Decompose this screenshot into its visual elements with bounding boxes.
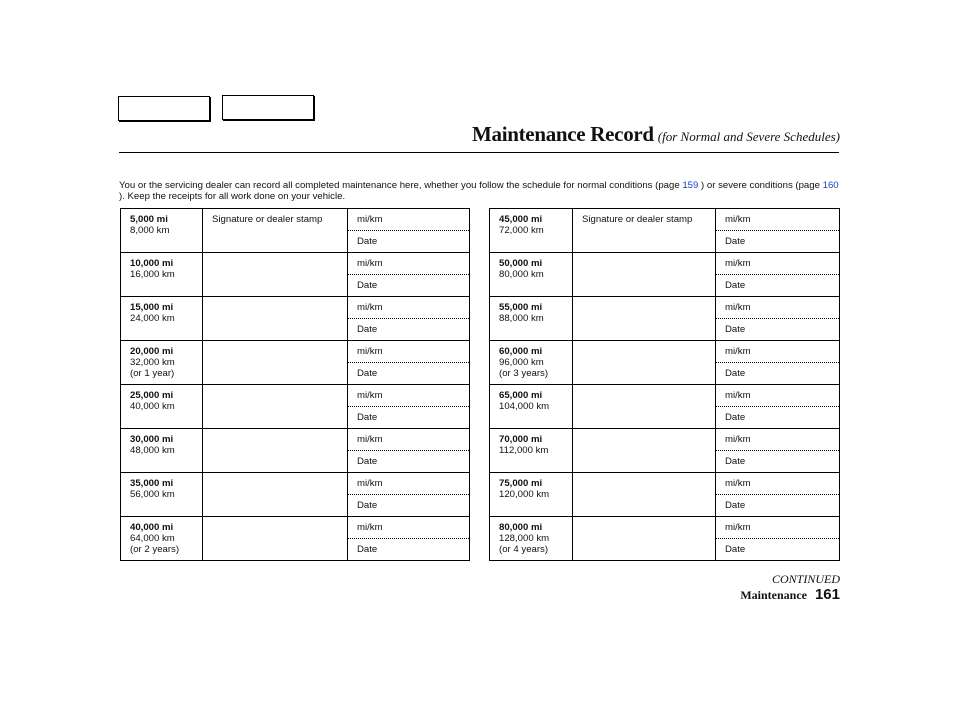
mileage-cell bbox=[121, 341, 203, 385]
record-table-right bbox=[489, 208, 840, 561]
record-row bbox=[490, 473, 840, 495]
signature-cell[interactable] bbox=[573, 517, 716, 561]
mileage-cell bbox=[121, 385, 203, 429]
signature-cell[interactable] bbox=[203, 297, 348, 341]
mileage-cell bbox=[490, 517, 573, 561]
section-name: Maintenance bbox=[740, 588, 807, 602]
date-cell[interactable] bbox=[348, 407, 470, 429]
signature-cell[interactable] bbox=[573, 473, 716, 517]
mileage-mi: 45,000 mi bbox=[499, 214, 543, 225]
mikm-cell[interactable] bbox=[716, 253, 840, 275]
date-label: Date bbox=[725, 236, 746, 247]
mikm-label: mi/km bbox=[357, 214, 383, 225]
mileage-km: 56,000 km bbox=[130, 489, 175, 500]
record-row bbox=[490, 209, 840, 231]
date-label: Date bbox=[725, 456, 746, 467]
date-cell[interactable] bbox=[348, 275, 470, 297]
mikm-cell[interactable] bbox=[348, 297, 470, 319]
date-cell[interactable] bbox=[716, 231, 840, 253]
mileage-km: 72,000 km bbox=[499, 225, 544, 236]
signature-cell[interactable] bbox=[203, 341, 348, 385]
mikm-cell[interactable] bbox=[348, 429, 470, 451]
page-link-severe[interactable]: 160 bbox=[822, 180, 839, 191]
record-row bbox=[121, 341, 470, 363]
mikm-label: mi/km bbox=[725, 346, 751, 357]
date-cell[interactable] bbox=[348, 363, 470, 385]
mikm-label: mi/km bbox=[725, 302, 751, 313]
mileage-km: 16,000 km bbox=[130, 269, 175, 280]
mileage-mi: 20,000 mi bbox=[130, 346, 174, 357]
mileage-cell bbox=[490, 297, 573, 341]
mileage-km: 64,000 km bbox=[130, 533, 175, 544]
date-label: Date bbox=[357, 500, 378, 511]
date-label: Date bbox=[357, 368, 378, 379]
record-row bbox=[121, 517, 470, 539]
signature-cell[interactable] bbox=[573, 341, 716, 385]
mileage-mi: 35,000 mi bbox=[130, 478, 174, 489]
date-cell[interactable] bbox=[716, 363, 840, 385]
mileage-km: 48,000 km bbox=[130, 445, 175, 456]
mikm-label: mi/km bbox=[357, 478, 383, 489]
signature-cell[interactable] bbox=[203, 517, 348, 561]
mileage-cell bbox=[121, 473, 203, 517]
mileage-km: 128,000 km bbox=[499, 533, 550, 544]
mikm-cell[interactable] bbox=[348, 209, 470, 231]
page-number: 161 bbox=[814, 586, 840, 603]
mikm-label: mi/km bbox=[357, 258, 383, 269]
mileage-km: 80,000 km bbox=[499, 269, 544, 280]
mileage-mi: 50,000 mi bbox=[499, 258, 543, 269]
record-row bbox=[121, 385, 470, 407]
date-label: Date bbox=[725, 412, 746, 423]
signature-cell[interactable] bbox=[203, 429, 348, 473]
mileage-cell bbox=[490, 209, 573, 253]
intro-text-3: ). Keep the receipts for all work done on your vehicle. bbox=[119, 191, 346, 202]
page-footer bbox=[740, 586, 840, 604]
signature-cell[interactable] bbox=[203, 209, 348, 253]
intro-paragraph bbox=[119, 180, 839, 202]
mileage-mi: 60,000 mi bbox=[499, 346, 543, 357]
mileage-mi: 5,000 mi bbox=[130, 214, 168, 225]
mileage-cell bbox=[121, 297, 203, 341]
mileage-mi: 10,000 mi bbox=[130, 258, 174, 269]
mileage-cell bbox=[121, 209, 203, 253]
mileage-interval: (or 2 years) bbox=[130, 544, 180, 555]
mileage-km: 96,000 km bbox=[499, 357, 544, 368]
mikm-cell[interactable] bbox=[348, 385, 470, 407]
signature-cell[interactable] bbox=[203, 253, 348, 297]
mileage-km: 120,000 km bbox=[499, 489, 550, 500]
record-row bbox=[121, 473, 470, 495]
mileage-mi: 30,000 mi bbox=[130, 434, 174, 445]
date-cell[interactable] bbox=[716, 275, 840, 297]
mileage-mi: 15,000 mi bbox=[130, 302, 174, 313]
date-cell[interactable] bbox=[716, 495, 840, 517]
mikm-label: mi/km bbox=[725, 478, 751, 489]
date-label: Date bbox=[357, 412, 378, 423]
mikm-cell[interactable] bbox=[716, 517, 840, 539]
date-cell[interactable] bbox=[716, 451, 840, 473]
mikm-cell[interactable] bbox=[348, 517, 470, 539]
record-row bbox=[490, 253, 840, 275]
mileage-interval: (or 3 years) bbox=[499, 368, 549, 379]
mikm-label: mi/km bbox=[725, 258, 751, 269]
mikm-cell[interactable] bbox=[348, 253, 470, 275]
date-label: Date bbox=[357, 236, 378, 247]
date-label: Date bbox=[725, 324, 746, 335]
page-title: Maintenance Record bbox=[471, 122, 654, 146]
signature-cell[interactable] bbox=[573, 297, 716, 341]
date-label: Date bbox=[357, 456, 378, 467]
record-row bbox=[121, 429, 470, 451]
date-cell[interactable] bbox=[716, 319, 840, 341]
date-label: Date bbox=[357, 324, 378, 335]
mikm-label: mi/km bbox=[357, 522, 383, 533]
mikm-label: mi/km bbox=[357, 434, 383, 445]
mikm-cell[interactable] bbox=[716, 385, 840, 407]
mileage-interval: (or 4 years) bbox=[499, 544, 549, 555]
signature-header: Signature or dealer stamp bbox=[212, 214, 323, 225]
mileage-km: 104,000 km bbox=[499, 401, 550, 412]
record-row bbox=[490, 517, 840, 539]
date-cell[interactable] bbox=[348, 319, 470, 341]
mileage-mi: 65,000 mi bbox=[499, 390, 543, 401]
signature-cell[interactable] bbox=[573, 253, 716, 297]
mileage-km: 32,000 km bbox=[130, 357, 175, 368]
mileage-mi: 40,000 mi bbox=[130, 522, 174, 533]
record-row bbox=[490, 429, 840, 451]
mileage-cell bbox=[490, 429, 573, 473]
mileage-km: 24,000 km bbox=[130, 313, 175, 324]
mileage-mi: 70,000 mi bbox=[499, 434, 543, 445]
mikm-label: mi/km bbox=[725, 214, 751, 225]
intro-text-1: You or the servicing dealer can record all completed maintenance here, whether you follow the schedule for normal conditions (page bbox=[119, 180, 683, 191]
signature-cell[interactable] bbox=[203, 473, 348, 517]
mileage-cell bbox=[490, 341, 573, 385]
date-cell[interactable] bbox=[716, 407, 840, 429]
header-rule bbox=[119, 152, 839, 153]
nav-button-forward[interactable] bbox=[222, 95, 314, 120]
mikm-cell[interactable] bbox=[716, 473, 840, 495]
mileage-cell bbox=[490, 253, 573, 297]
mikm-cell[interactable] bbox=[716, 297, 840, 319]
mileage-km: 8,000 km bbox=[130, 225, 170, 236]
record-table-left bbox=[120, 208, 470, 561]
mileage-mi: 80,000 mi bbox=[499, 522, 543, 533]
date-label: Date bbox=[725, 280, 746, 291]
date-label: Date bbox=[357, 544, 378, 555]
record-row bbox=[121, 297, 470, 319]
page-header bbox=[472, 122, 840, 147]
mikm-label: mi/km bbox=[725, 434, 751, 445]
mileage-cell bbox=[121, 253, 203, 297]
mikm-label: mi/km bbox=[725, 390, 751, 401]
signature-header: Signature or dealer stamp bbox=[582, 214, 693, 225]
mikm-cell[interactable] bbox=[348, 473, 470, 495]
signature-cell[interactable] bbox=[573, 385, 716, 429]
mileage-cell bbox=[490, 473, 573, 517]
mikm-cell[interactable] bbox=[716, 341, 840, 363]
record-row bbox=[490, 297, 840, 319]
mikm-cell[interactable] bbox=[716, 209, 840, 231]
mileage-mi: 25,000 mi bbox=[130, 390, 174, 401]
mileage-km: 88,000 km bbox=[499, 313, 544, 324]
date-label: Date bbox=[725, 500, 746, 511]
date-label: Date bbox=[357, 280, 378, 291]
date-label: Date bbox=[725, 368, 746, 379]
mikm-label: mi/km bbox=[725, 522, 751, 533]
mileage-mi: 75,000 mi bbox=[499, 478, 543, 489]
mileage-cell bbox=[490, 385, 573, 429]
record-row bbox=[490, 385, 840, 407]
page-subtitle: (for Normal and Severe Schedules) bbox=[657, 129, 840, 144]
mileage-km: 40,000 km bbox=[130, 401, 175, 412]
record-row bbox=[490, 341, 840, 363]
continued-label: CONTINUED bbox=[771, 572, 840, 586]
mileage-cell bbox=[121, 517, 203, 561]
date-cell[interactable] bbox=[348, 539, 470, 561]
mikm-label: mi/km bbox=[357, 302, 383, 313]
date-cell[interactable] bbox=[348, 495, 470, 517]
mileage-km: 112,000 km bbox=[499, 445, 549, 456]
signature-cell[interactable] bbox=[203, 385, 348, 429]
mikm-label: mi/km bbox=[357, 390, 383, 401]
record-row bbox=[121, 209, 470, 231]
nav-button-back[interactable] bbox=[118, 96, 210, 121]
mileage-mi: 55,000 mi bbox=[499, 302, 543, 313]
intro-text-2: ) or severe conditions (page bbox=[698, 180, 823, 191]
date-label: Date bbox=[725, 544, 746, 555]
record-row bbox=[121, 253, 470, 275]
mikm-label: mi/km bbox=[357, 346, 383, 357]
date-cell[interactable] bbox=[348, 451, 470, 473]
date-cell[interactable] bbox=[348, 231, 470, 253]
mikm-cell[interactable] bbox=[348, 341, 470, 363]
signature-cell[interactable] bbox=[573, 209, 716, 253]
mikm-cell[interactable] bbox=[716, 429, 840, 451]
mileage-interval: (or 1 year) bbox=[130, 368, 175, 379]
date-cell[interactable] bbox=[716, 539, 840, 561]
page-link-normal[interactable]: 159 bbox=[682, 180, 699, 191]
mileage-cell bbox=[121, 429, 203, 473]
signature-cell[interactable] bbox=[573, 429, 716, 473]
